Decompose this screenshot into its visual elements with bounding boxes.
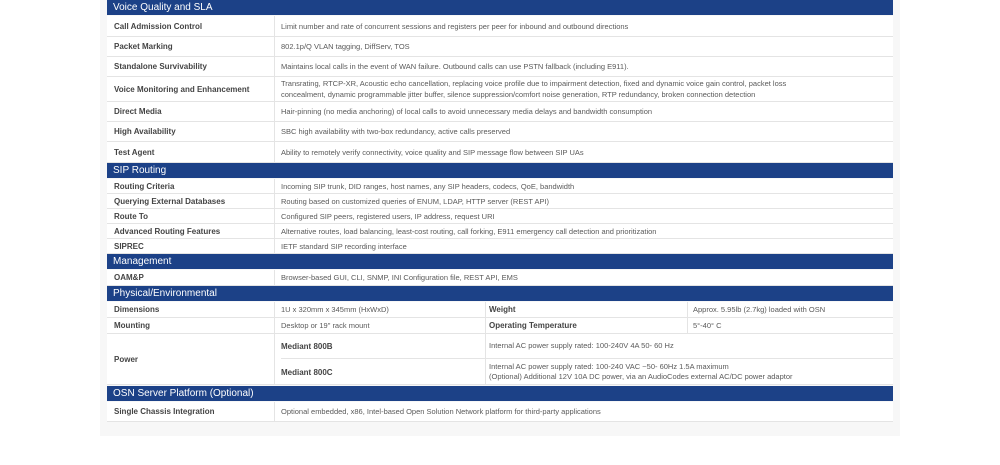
row-value: Optional embedded, x86, Intel-based Open Solution Network platform for third-party applications [281,407,601,416]
row-value: Maintains local calls in the event of WAN failure. Outbound calls can use PSTN fallback (including E911). [281,62,629,71]
row-value: Configured SIP peers, registered users, IP address, request URI [281,211,495,221]
power-model-label: Mediant 800B [281,341,333,351]
power-model-value: Internal AC power supply rated: 100-240V 4A 50- 60 Hz [489,341,674,350]
row-label: Route To [107,209,275,223]
row-label: Advanced Routing Features [107,224,275,238]
table-row [107,57,893,77]
power-value-line: (Optional) Additional 12V 10A DC power, via an AudioCodes external AC/DC power adaptor [489,372,793,381]
row-label: Mounting [107,318,275,333]
table-row [107,209,893,224]
row-value: SBC high availability with two-box redundancy, active calls preserved [281,127,511,136]
row-value: 1U x 320mm x 345mm (HxWxD) [281,305,389,314]
table-row [107,179,893,194]
column-divider [485,302,486,317]
row-label: Voice Monitoring and Enhancement [107,77,275,101]
row-value: Hair-pinning (no media anchoring) of local calls to avoid unnecessary media delays and bandwidth consumption [281,107,653,116]
spec-table [100,0,900,436]
section-header-sip-routing: SIP Routing [107,163,893,178]
section-header-management: Management [107,254,893,269]
row-label-secondary: Weight [489,305,516,314]
column-divider [687,318,688,333]
row-label: Querying External Databases [107,194,275,208]
row-value: Desktop or 19" rack mount [281,321,370,330]
table-row [107,102,893,122]
row-label: SIPREC [107,239,275,253]
row-value-secondary: 5°-40° C [693,321,722,330]
table-row [107,122,893,142]
row-label-secondary: Operating Temperature [489,321,577,330]
table-row [107,194,893,209]
section-header-physical: Physical/Environmental [107,286,893,301]
row-value: IETF standard SIP recording interface [281,241,407,251]
row-label: Standalone Survivability [107,57,275,76]
power-value-line: Internal AC power supply rated: 100-240 VAC ~50- 60Hz 1.5A maximum [489,362,729,371]
power-model-label: Mediant 800C [281,367,333,377]
row-label: Test Agent [107,142,275,162]
table-row [107,302,893,318]
section-header-voice-quality: Voice Quality and SLA [107,0,893,15]
table-row [107,402,893,422]
column-divider [485,334,486,384]
table-row [107,224,893,239]
row-label: Call Admission Control [107,16,275,36]
column-divider [687,302,688,317]
table-row [107,142,893,163]
table-row [107,239,893,254]
row-value: Routing based on customized queries of ENUM, LDAP, HTTP server (REST API) [281,196,550,206]
row-value: Incoming SIP trunk, DID ranges, host names, any SIP headers, codecs, QoE, bandwidth [281,181,575,191]
row-label: Single Chassis Integration [107,402,275,421]
table-row [107,270,893,286]
row-label: Routing Criteria [107,179,275,193]
table-row [107,318,893,334]
row-value-line: Transrating, RTCP-XR, Acoustic echo cancellation, replacing voice profile due to impairment detection, fixed and dynamic voice gain control, packet loss [281,79,787,88]
row-value [281,77,889,101]
row-label: Packet Marking [107,37,275,56]
row-label: Direct Media [107,102,275,121]
row-label: Dimensions [107,302,275,317]
row-value-secondary: Approx. 5.95lb (2.7kg) loaded with OSN [693,305,826,314]
table-row [107,77,893,102]
row-value: Browser-based GUI, CLI, SNMP, INI Configuration file, REST API, EMS [281,273,518,282]
row-label: High Availability [107,122,275,141]
table-row [107,37,893,57]
row-label: Power [107,334,275,384]
row-value: Ability to remotely verify connectivity, voice quality and SIP message flow between SIP UAs [281,147,584,157]
section-header-osn: OSN Server Platform (Optional) [107,386,893,401]
row-value: Alternative routes, load balancing, least-cost routing, call forking, E911 emergency call detection and prioritization [281,226,657,236]
power-model-value [489,359,889,385]
column-divider [485,318,486,333]
row-value: 802.1p/Q VLAN tagging, DiffServ, TOS [281,42,410,51]
table-row-power [107,334,893,385]
row-value-line: concealment, dynamic programmable jitter buffer, silence suppression/comfort noise generation, RTP redundancy, broken connection detection [281,90,756,99]
row-value: Limit number and rate of concurrent sessions and registers per peer for inbound and outbound directions [281,21,629,31]
row-label: OAM&P [107,270,275,285]
table-row [107,16,893,37]
